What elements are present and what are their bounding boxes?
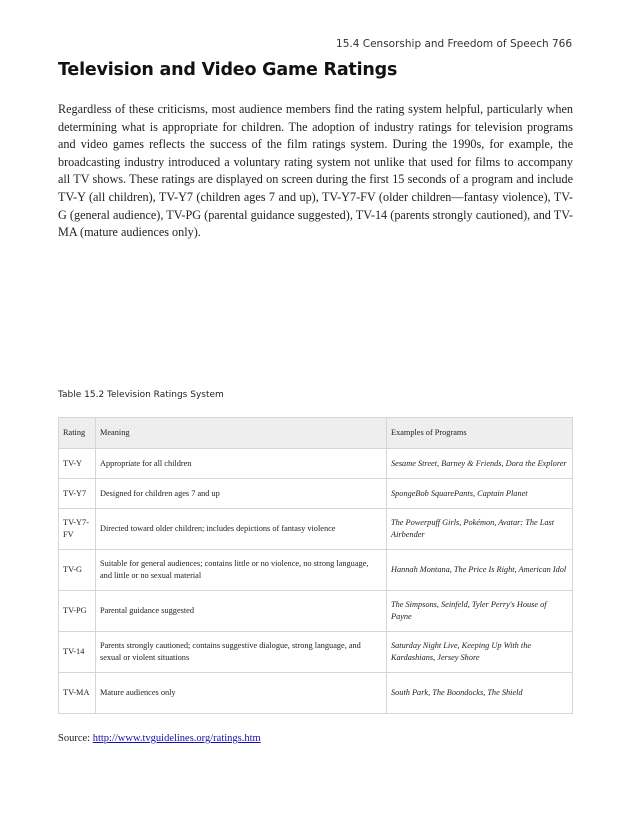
source-label: Source: [58, 733, 93, 744]
rating-cell: TV-Y7-FV [59, 509, 96, 550]
examples-cell: SpongeBob SquarePants, Captain Planet [387, 479, 573, 509]
rating-cell: TV-PG [59, 591, 96, 632]
examples-cell: South Park, The Boondocks, The Shield [387, 673, 573, 714]
rating-cell: TV-Y7 [59, 479, 96, 509]
examples-cell: The Powerpuff Girls, Pokémon, Avatar: The Last Airbender [387, 509, 573, 550]
table-header-row [59, 418, 573, 449]
table-row [59, 479, 573, 509]
examples-cell: Saturday Night Live, Keeping Up With the Kardashians, Jersey Shore [387, 632, 573, 673]
rating-cell: TV-G [59, 550, 96, 591]
rating-cell: TV-Y [59, 449, 96, 479]
meaning-cell: Mature audiences only [96, 673, 387, 714]
meaning-cell: Appropriate for all children [96, 449, 387, 479]
header-examples: Examples of Programs [387, 418, 573, 449]
source-line [58, 733, 261, 744]
body-paragraph: Regardless of these criticisms, most audience members find the rating system helpful, particularly when determining what is appropriate for children. The adoption of industry ratings for television programs and video games reflects the success of the film ratings system. During the 1990s, for example, the broadcasting industry introduced a voluntary rating system not unlike that used for films to accompany all TV shows. These ratings are displayed on screen during the first 15 seconds of a program and include TV-Y (all children), TV-Y7 (children ages 7 and up), TV-Y7-FV (older children—fantasy violence), TV-G (general audience), TV-PG (parental guidance suggested), TV-14 (parents strongly cautioned), and TV-MA (mature audiences only). [58, 102, 573, 240]
meaning-cell: Directed toward older children; includes depictions of fantasy violence [96, 509, 387, 550]
table-row [59, 550, 573, 591]
header-rating: Rating [59, 418, 96, 449]
table-row [59, 449, 573, 479]
meaning-cell: Parents strongly cautioned; contains suggestive dialogue, strong language, and sexual or violent situations [96, 632, 387, 673]
table-row [59, 591, 573, 632]
running-head: 15.4 Censorship and Freedom of Speech 766 [336, 38, 572, 50]
meaning-cell: Parental guidance suggested [96, 591, 387, 632]
table-row [59, 632, 573, 673]
examples-cell: Hannah Montana, The Price Is Right, American Idol [387, 550, 573, 591]
header-meaning: Meaning [96, 418, 387, 449]
ratings-table [58, 417, 573, 714]
table-row [59, 673, 573, 714]
source-link[interactable]: http://www.tvguidelines.org/ratings.htm [92, 733, 261, 744]
section-title: Television and Video Game Ratings [58, 60, 398, 80]
meaning-cell: Designed for children ages 7 and up [96, 479, 387, 509]
table-caption: Table 15.2 Television Ratings System [58, 390, 224, 400]
examples-cell: Sesame Street, Barney & Friends, Dora the Explorer [387, 449, 573, 479]
examples-cell: The Simpsons, Seinfeld, Tyler Perry's House of Payne [387, 591, 573, 632]
rating-cell: TV-14 [59, 632, 96, 673]
meaning-cell: Suitable for general audiences; contains little or no violence, no strong language, and little or no sexual material [96, 550, 387, 591]
rating-cell: TV-MA [59, 673, 96, 714]
table-row [59, 509, 573, 550]
